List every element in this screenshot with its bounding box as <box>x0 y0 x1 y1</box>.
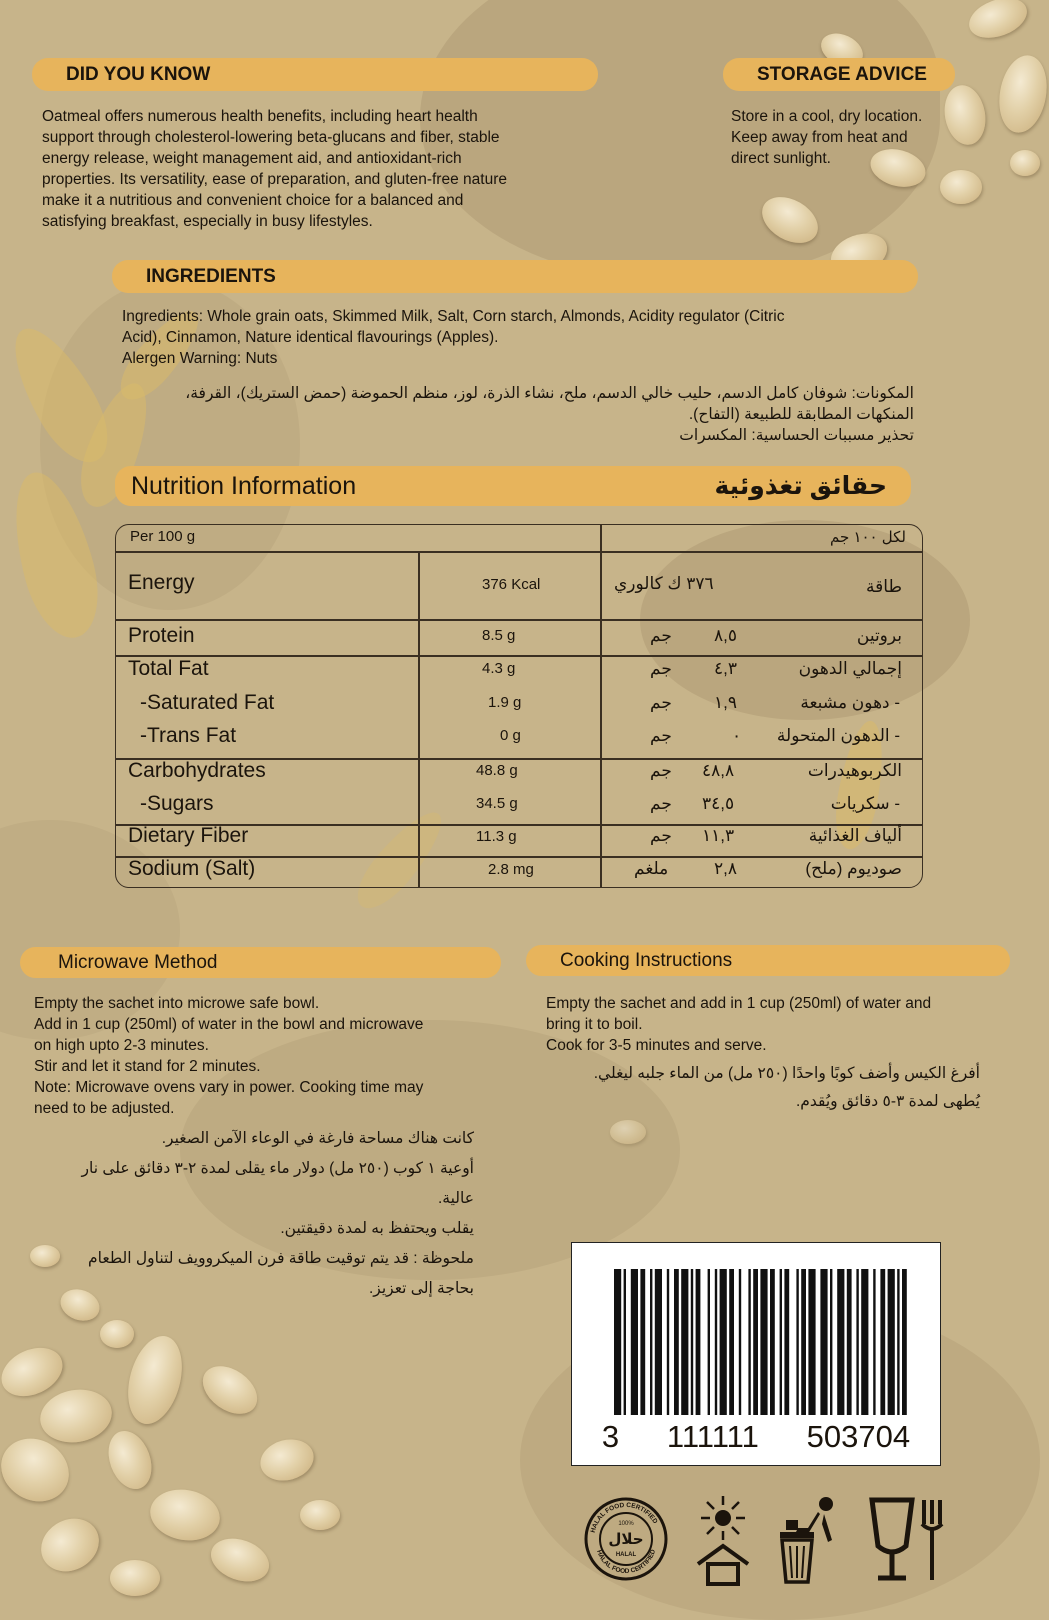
barcode-bar <box>681 1269 688 1415</box>
nutrient-value: 11.3 g <box>476 828 517 845</box>
barcode-bar <box>715 1269 717 1415</box>
microwave-en-line: Add in 1 cup (250ml) of water in the bowl and microwave <box>34 1016 424 1033</box>
barcode-bar <box>739 1269 741 1415</box>
halal-bottom-text: HALAL FOOD CERTIFIED <box>595 1548 658 1576</box>
barcode-bar <box>748 1269 750 1415</box>
cooking-en-line: bring it to boil. <box>546 1016 643 1033</box>
did-you-know-heading: DID YOU KNOW <box>66 63 211 85</box>
nutrient-name-ar: بروتين <box>856 626 902 645</box>
barcode-bar <box>830 1269 832 1415</box>
nutrient-value-ar: ٤,٣ <box>714 659 737 678</box>
halal-top-text: HALAL FOOD CERTIFIED <box>589 1501 659 1534</box>
storage-advice-heading: STORAGE ADVICE <box>757 63 927 85</box>
barcode-bar <box>780 1269 782 1415</box>
nutrient-value: 1.9 g <box>488 694 522 711</box>
storage-advice-header <box>723 58 955 91</box>
barcode-bar <box>614 1269 621 1415</box>
nutrient-unit-ar: جم <box>650 626 672 645</box>
nutrient-value: 2.8 mg <box>488 861 534 878</box>
ingredients-heading: INGREDIENTS <box>146 265 276 287</box>
cooking-en-line: Empty the sachet and add in 1 cup (250ml) of water and <box>546 995 932 1012</box>
ingredients-ar-line: المكونات: شوفان كامل الدسم، حليب خالي الدسم، ملح، نشاء الذرة، لوز، منظم الحموضة (حمض الستريك)، القرفة، <box>185 385 914 402</box>
ingredients-ar-line: تحذير مسببات الحساسية: المكسرات <box>679 427 914 444</box>
nutrient-name-ar: - دهون مشبعة <box>800 693 900 712</box>
barcode-bar <box>753 1269 758 1415</box>
barcode-bar <box>784 1269 789 1415</box>
barcode-bar <box>847 1269 852 1415</box>
nutrient-name: Dietary Fiber <box>128 824 249 847</box>
barcode-bars <box>572 1243 942 1423</box>
barcode-digit-group: 503704 <box>806 1419 911 1454</box>
barcode <box>571 1242 941 1466</box>
nutrient-unit-ar: جم <box>650 693 672 712</box>
cooking-en-line: Cook for 3-5 minutes and serve. <box>546 1037 767 1054</box>
nutrient-value-ar: ٢,٨ <box>714 859 737 878</box>
halal-percent: 100% <box>618 1521 634 1527</box>
ingredients-en-line: Alergen Warning: Nuts <box>122 350 278 367</box>
microwave-en-line: Note: Microwave ovens vary in power. Cooking time may <box>34 1079 424 1096</box>
barcode-bar <box>897 1269 899 1415</box>
nutrient-value: 34.5 g <box>476 795 518 812</box>
barcode-bar <box>650 1269 652 1415</box>
did-you-know-text <box>42 106 622 232</box>
dispose-in-bin-icon <box>768 1494 848 1586</box>
nutrient-value-ar: ٠ <box>732 726 742 745</box>
nutrient-name: Sodium (Salt) <box>128 857 256 880</box>
microwave-method-header <box>20 947 501 978</box>
nutrient-name: Energy <box>128 571 195 594</box>
per-serving-en: Per 100 g <box>130 528 196 545</box>
barcode-bar <box>691 1269 693 1415</box>
barcode-bar <box>856 1269 858 1415</box>
nutrient-name-ar: ألياف الغذائية <box>808 826 902 845</box>
nutrient-name-ar: طاقة <box>866 577 902 596</box>
table-divider <box>116 655 922 657</box>
barcode-digits <box>572 1419 940 1455</box>
nutrient-name-ar: صوديوم (ملح) <box>805 859 902 878</box>
cooking-en-text <box>546 993 1006 1056</box>
storage-line: Keep away from heat and <box>731 129 908 146</box>
nutrient-name-ar: - الدهون المتحولة <box>776 726 900 745</box>
ingredients-en-line: Acid), Cinnamon, Nature identical flavourings (Apples). <box>122 329 499 346</box>
did-you-know-line: Oatmeal offers numerous health benefits, including heart health <box>42 108 478 125</box>
barcode-bar <box>708 1269 710 1415</box>
microwave-ar-line: بحاجة إلى تعزيز. <box>368 1280 474 1297</box>
nutrient-value-ar: ٣٧٦ ك كالوري <box>614 574 714 593</box>
microwave-en-line: Stir and let it stand for 2 minutes. <box>34 1058 261 1075</box>
did-you-know-header <box>32 58 598 91</box>
nutrient-value: 4.3 g <box>482 660 516 677</box>
sun-protection-icon <box>686 1492 760 1588</box>
did-you-know-line: satisfying breakfast, especially in busy lifestyles. <box>42 213 373 230</box>
did-you-know-line: make it a nutritious and convenient choice for a balanced and <box>42 192 464 209</box>
nutrient-value: 48.8 g <box>476 762 518 779</box>
barcode-bar <box>808 1269 815 1415</box>
did-you-know-line: properties. Its versatility, ease of preparation, and gluten-free nature <box>42 171 507 188</box>
barcode-bar <box>640 1269 645 1415</box>
barcode-bar <box>674 1269 679 1415</box>
storage-line: direct sunlight. <box>731 150 831 167</box>
did-you-know-line: energy release, weight management aid, and antioxidant-rich <box>42 150 462 167</box>
nutrient-unit-ar: جم <box>650 826 672 845</box>
barcode-bar <box>770 1269 775 1415</box>
halal-certified-icon <box>584 1497 668 1581</box>
nutrient-value-ar: ١١,٣ <box>702 826 735 845</box>
barcode-bar <box>861 1269 868 1415</box>
nutrient-unit-ar: جم <box>650 761 672 780</box>
ingredients-en-text <box>122 306 912 369</box>
nutrition-table <box>115 524 923 888</box>
barcode-bar <box>801 1269 806 1415</box>
nutrient-unit-ar: جم <box>650 726 672 745</box>
nutrient-value-ar: ٤٨,٨ <box>702 761 735 780</box>
barcode-digit-group: 111111 <box>666 1419 759 1454</box>
nutrient-name: Carbohydrates <box>128 759 266 782</box>
table-divider <box>116 619 922 621</box>
ingredients-header <box>112 260 918 293</box>
cooking-instructions-heading: Cooking Instructions <box>560 949 733 971</box>
nutrient-name: -Saturated Fat <box>140 691 275 714</box>
nutrition-header <box>115 466 911 506</box>
nutrient-name-ar: - سكريات <box>830 794 900 813</box>
barcode-bar <box>820 1269 827 1415</box>
cooking-ar-line: أفرغ الكيس وأضف كوبًا واحدًا (٢٥٠ مل) من الماء جلبه ليغلي. <box>593 1065 980 1082</box>
nutrient-unit-ar: ملغم <box>634 859 669 878</box>
storage-line: Store in a cool, dry location. <box>731 108 923 125</box>
did-you-know-line: support through cholesterol-lowering beta-glucans and fiber, stable <box>42 129 500 146</box>
nutrient-value: 0 g <box>500 727 521 744</box>
nutrient-value-ar: ١,٩ <box>714 693 737 712</box>
nutrient-name: -Sugars <box>140 792 214 815</box>
barcode-bar <box>667 1269 669 1415</box>
barcode-bar <box>796 1269 798 1415</box>
nutrient-name: Total Fat <box>128 657 209 680</box>
ingredients-en-line: Ingredients: Whole grain oats, Skimmed Milk, Salt, Corn starch, Almonds, Acidity regulator (Citric <box>122 308 785 325</box>
microwave-method-heading: Microwave Method <box>58 951 218 973</box>
nutrient-name: Protein <box>128 624 195 647</box>
nutrition-title-en: Nutrition Information <box>131 471 357 500</box>
nutrient-unit-ar: جم <box>650 659 672 678</box>
cooking-instructions-header <box>526 945 1010 976</box>
nutrient-name: -Trans Fat <box>140 724 237 747</box>
barcode-bar <box>720 1269 727 1415</box>
microwave-ar-line: يقلب ويحتفظ به لمدة دقيقتين. <box>280 1220 474 1237</box>
nutrient-value: 376 Kcal <box>482 576 541 593</box>
table-divider <box>600 525 602 887</box>
ingredients-ar-line: المنكهات المطابقة للطبيعة (التفاح). <box>688 406 914 423</box>
nutrient-value: 8.5 g <box>482 627 516 644</box>
barcode-bar <box>729 1269 734 1415</box>
microwave-ar-line: أوعية ١ كوب (٢٥٠ مل) دولار ماء يقلى لمدة ٢-٣ دقائق على نار <box>81 1160 474 1177</box>
per-serving-ar: لكل ١٠٠ جم <box>830 529 906 546</box>
cooking-ar-line: يُطهى لمدة ٣-٥ دقائق ويُقدم. <box>795 1093 980 1110</box>
nutrient-value-ar: ٣٤,٥ <box>702 794 735 813</box>
microwave-ar-line: عالية. <box>438 1190 474 1207</box>
cooking-ar-text <box>540 1060 980 1116</box>
barcode-bar <box>760 1269 767 1415</box>
barcode-bar <box>880 1269 885 1415</box>
barcode-bar <box>655 1269 662 1415</box>
table-divider <box>418 551 420 887</box>
barcode-bar <box>624 1269 626 1415</box>
microwave-en-line: Empty the sachet into microwe safe bowl. <box>34 995 320 1012</box>
halal-arabic: حلال <box>608 1530 644 1548</box>
halal-word: HALAL <box>615 1552 637 1558</box>
microwave-en-line: need to be adjusted. <box>34 1100 175 1117</box>
barcode-bar <box>696 1269 701 1415</box>
ingredients-ar-text <box>122 383 914 446</box>
microwave-en-line: on high upto 2-3 minutes. <box>34 1037 209 1054</box>
barcode-digit-group: 3 <box>601 1419 620 1454</box>
nutrient-name-ar: إجمالي الدهون <box>798 659 902 678</box>
storage-advice-text <box>731 106 971 169</box>
nutrient-unit-ar: جم <box>650 794 672 813</box>
nutrient-name-ar: الكربوهيدرات <box>807 761 902 780</box>
table-divider <box>116 551 922 553</box>
barcode-bar <box>631 1269 638 1415</box>
microwave-ar-line: كانت هناك مساحة فارغة في الوعاء الآمن الصغير. <box>161 1130 474 1147</box>
barcode-bar <box>888 1269 895 1415</box>
barcode-bar <box>873 1269 875 1415</box>
nutrient-value-ar: ٨,٥ <box>714 626 737 645</box>
nutrition-title-ar: حقائق تغذوئية <box>714 472 887 500</box>
microwave-ar-line: ملحوظة : قد يتم توقيت طاقة فرن الميكروويف لتناول الطعام <box>88 1250 474 1267</box>
microwave-en-text <box>34 993 504 1119</box>
barcode-bar <box>902 1269 907 1415</box>
food-safe-icon <box>866 1494 952 1584</box>
barcode-bar <box>837 1269 844 1415</box>
microwave-ar-text <box>60 1124 474 1304</box>
